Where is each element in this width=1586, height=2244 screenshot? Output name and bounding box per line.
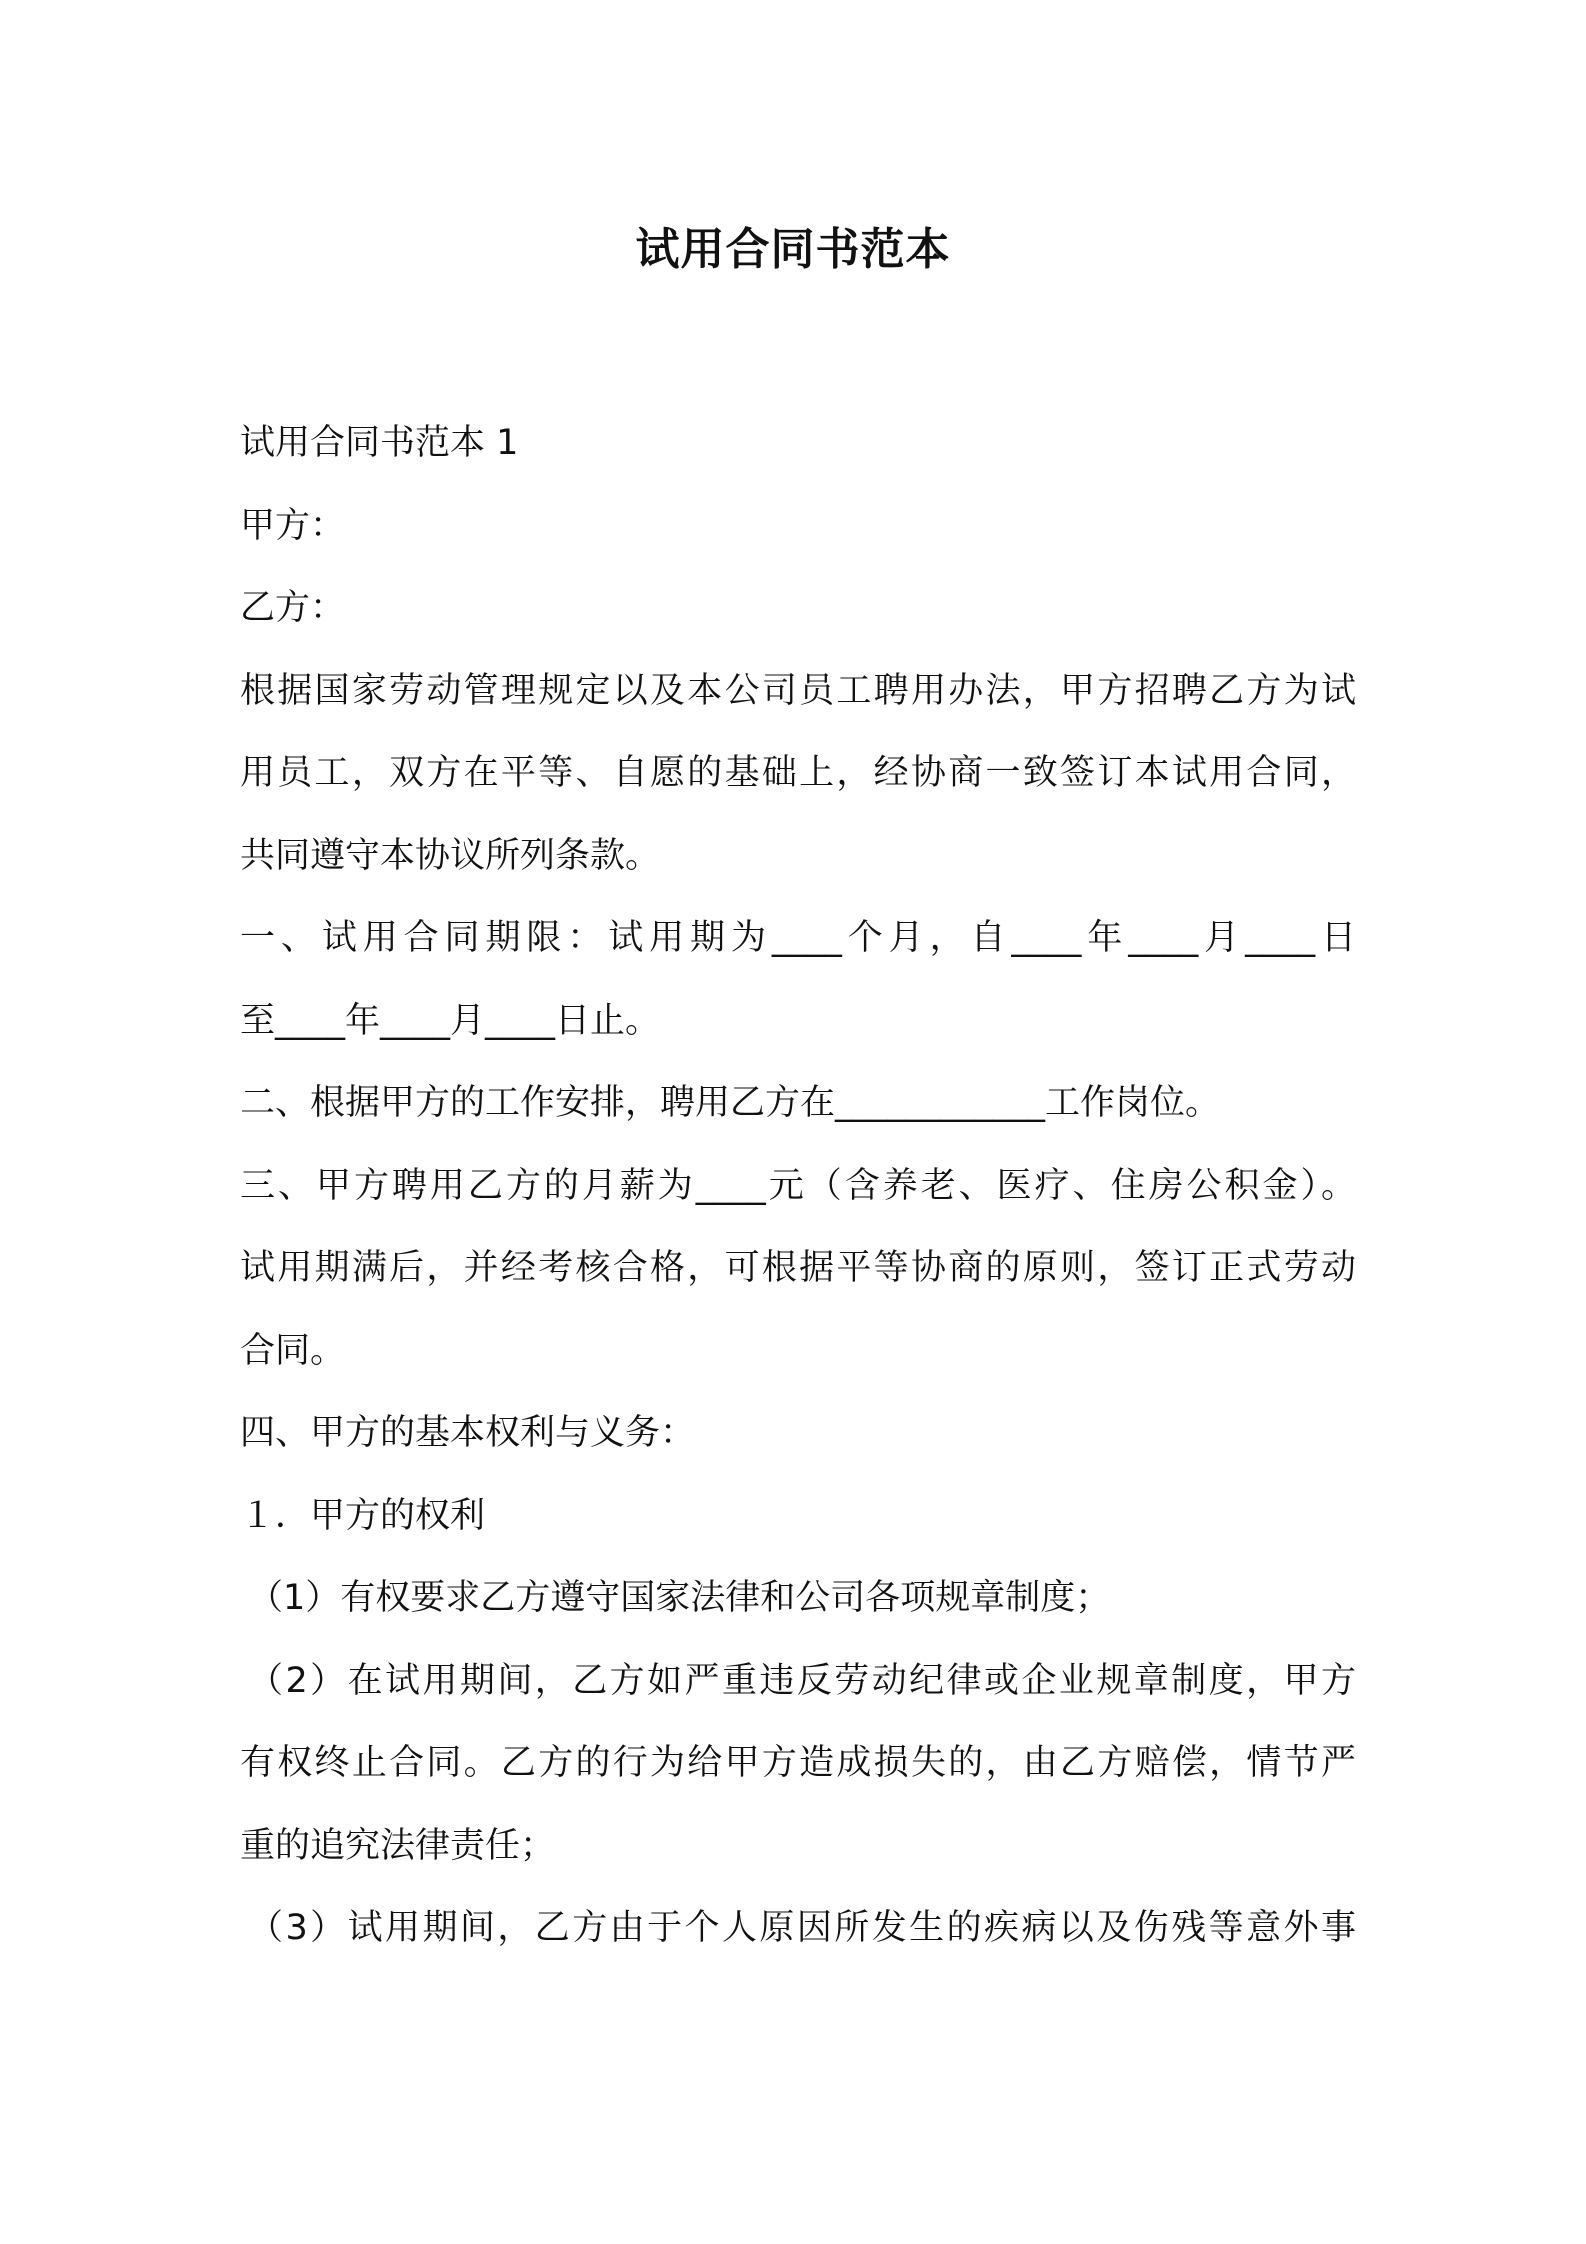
text-line: 合同。: [240, 1330, 346, 1371]
text-line: 根据国家劳动管理规定以及本公司员工聘用办法，甲方招聘乙方为试: [240, 670, 1356, 711]
text-line: 二、根据甲方的工作安排，聘用乙方在____________工作岗位。: [240, 1083, 1221, 1123]
text-line: 一、试用合同期限：试用期为____个月，自____年____月____日: [240, 918, 1356, 958]
text-line: 乙方：: [240, 588, 346, 628]
text-line: 用员工，双方在平等、自愿的基础上，经协商一致签订本试用合同，: [240, 753, 1356, 793]
text-line: 试用合同书范本 1: [240, 423, 519, 463]
text-line: 三、甲方聘用乙方的月薪为____元（含养老、医疗、住房公积金）。: [240, 1165, 1356, 1206]
text-line: 四、甲方的基本权利与义务：: [240, 1413, 696, 1453]
document-body: [240, 402, 1356, 1970]
text-line: （2）在试用期间，乙方如严重违反劳动纪律或企业规章制度，甲方: [248, 1660, 1356, 1701]
text-line: 至____年____月____日止。: [240, 1000, 661, 1041]
text-line: １．甲方的权利: [240, 1495, 486, 1536]
text-line: 共同遵守本协议所列条款。: [240, 835, 661, 876]
document-title: 试用合同书范本: [635, 224, 951, 275]
text-line: （1）有权要求乙方遵守国家法律和公司各项规章制度；: [248, 1578, 1111, 1618]
text-line: （3）试用期间，乙方由于个人原因所发生的疾病以及伤残等意外事: [248, 1908, 1356, 1948]
text-line: 甲方：: [240, 505, 346, 546]
text-line: 试用期满后，并经考核合格，可根据平等协商的原则，签订正式劳动: [240, 1248, 1356, 1288]
text-line: 有权终止合同。乙方的行为给甲方造成损失的，由乙方赔偿，情节严: [240, 1743, 1356, 1783]
text-line: 重的追究法律责任；: [240, 1825, 556, 1866]
